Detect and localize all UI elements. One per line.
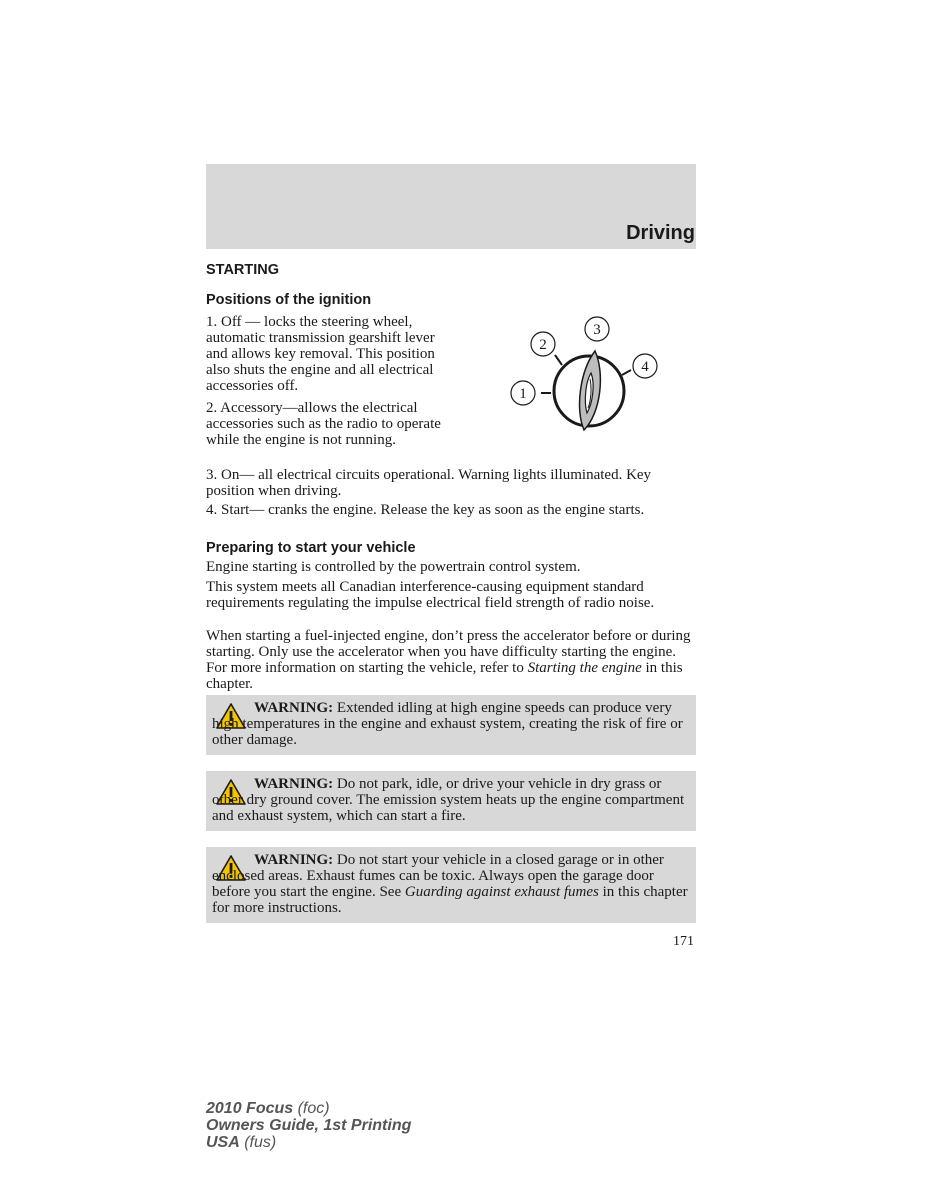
positions-heading: Positions of the ignition (206, 292, 372, 308)
warning-text: WARNING: Do not start your vehicle in a closed garage or in other enclosed areas. Exhaust fumes can be toxic. Always open the garage door before you start the engine. See Guarding against exhaust fumes in this chapter for more instructions. (212, 852, 688, 916)
position-3-text: 3. On— all electrical circuits operational. Warning lights illuminated. Key position when driving. (206, 467, 652, 499)
preparing-paragraph-1: Engine starting is controlled by the powertrain control system. (206, 559, 581, 575)
label-4: 4 (641, 359, 649, 375)
footer-line-3: USA (fus) (206, 1134, 277, 1151)
position-1-text: 1. Off — locks the steering wheel, automatic transmission gearshift lever and allows key removal. This position also shuts the engine and all electrical accessories off. (206, 314, 435, 394)
tick-position-2 (555, 355, 562, 365)
tick-position-4 (622, 370, 631, 375)
section-title: Driving (626, 222, 695, 244)
label-3: 3 (593, 322, 601, 338)
warning-box-idling (206, 695, 696, 755)
ignition-positions-diagram (505, 313, 665, 433)
position-2-text: 2. Accessory—allows the electrical accessories such as the radio to operate while the engine is not running. (206, 400, 441, 448)
label-3-callout (585, 317, 609, 341)
section-header-band (206, 164, 696, 249)
footer-print-info (206, 1100, 411, 1151)
page-number: 171 (673, 934, 694, 949)
label-2-callout (531, 332, 555, 356)
warning-text: WARNING: Do not park, idle, or drive your vehicle in dry grass or other dry ground cover. The emission system heats up the engine compartment and exhaust system, which can start a fire. (212, 776, 685, 824)
label-4-callout (633, 354, 657, 378)
warning-text: WARNING: Extended idling at high engine speeds can produce very high temperatures in the engine and exhaust system, creating the risk of fire or other damage. (212, 700, 683, 748)
preparing-heading: Preparing to start your vehicle (206, 540, 416, 556)
position-4-text: 4. Start— cranks the engine. Release the key as soon as the engine starts. (206, 502, 645, 518)
label-1-callout (511, 381, 535, 405)
starting-heading: STARTING (206, 262, 280, 278)
footer-line-1: 2010 Focus (foc) (206, 1100, 330, 1117)
warning-box-closed-garage (206, 847, 696, 923)
warning-box-dry-grass (206, 771, 696, 831)
ignition-cylinder (554, 351, 624, 430)
preparing-paragraph-3: When starting a fuel-injected engine, don’t press the accelerator before or during starting. Only use the accelerator when you have difficulty starting the engine. For more information on starting the vehicle, refer to Starting the engine in this chapter. (206, 628, 691, 692)
label-1: 1 (519, 386, 527, 402)
preparing-paragraph-2: This system meets all Canadian interference-causing equipment standard requirements regulating the impulse electrical field strength of radio noise. (206, 579, 655, 611)
footer-line-2: Owners Guide, 1st Printing (206, 1117, 412, 1134)
label-2: 2 (539, 337, 547, 353)
